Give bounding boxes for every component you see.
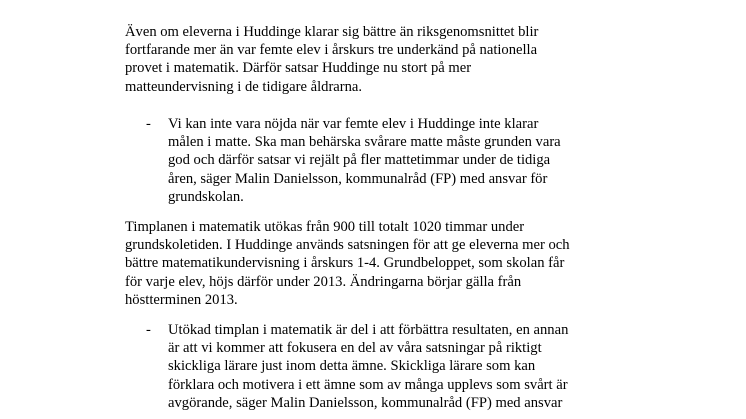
text-line: höstterminen 2013. bbox=[125, 291, 238, 308]
quote-danielsson-2 bbox=[168, 321, 608, 412]
text-line: åren, säger Malin Danielsson, kommunalråd (FP) med ansvar för bbox=[168, 170, 548, 187]
text-line: förklara och motivera i ett ämne som av många upplevs som svårt är bbox=[168, 376, 568, 393]
text-line: grundskolan. bbox=[168, 188, 244, 205]
text-line: Utökad timplan i matematik är del i att förbättra resultaten, en annan bbox=[168, 322, 569, 338]
bullet-dash: - bbox=[146, 322, 151, 338]
text-line: målen i matte. Ska man behärska svårare matte måste grunden vara bbox=[168, 134, 561, 151]
text-line: god och därför satsar vi rejält på fler mattetimmar under de tidiga bbox=[168, 152, 551, 169]
text-line: avgörande, säger Malin Danielsson, kommunalråd (FP) med ansvar bbox=[168, 394, 563, 411]
text-line: skickliga lärare just inom detta ämne. Skickliga lärare som kan bbox=[168, 358, 536, 375]
text-line: för varje elev, höjs därför under 2013. Ändringarna börjar gälla från bbox=[125, 273, 522, 290]
text-line: bättre matematikundervisning i årskurs 1-4. Grundbeloppet, som skolan får bbox=[125, 255, 565, 272]
bullet-dash: - bbox=[146, 116, 151, 132]
text-line: är att vi kommer att fokusera en del av våra satsningar på riktigt bbox=[168, 340, 542, 357]
text-line: matteundervisning i de tidigare åldrarna. bbox=[125, 78, 363, 95]
text-line: Vi kan inte vara nöjda när var femte elev i Huddinge inte klarar bbox=[168, 116, 539, 132]
text-line: Även om eleverna i Huddinge klarar sig bättre än riksgenomsnittet blir bbox=[125, 24, 539, 40]
paragraph-intro bbox=[125, 23, 595, 96]
text-line: provet i matematik. Därför satsar Huddinge nu stort på mer bbox=[125, 60, 472, 77]
quote-danielsson-1 bbox=[168, 115, 608, 206]
text-line: fortfarande mer än var femte elev i årskurs tre underkänd på nationella bbox=[125, 42, 538, 59]
text-line: grundskoletiden. I Huddinge används satsningen för att ge eleverna mer och bbox=[125, 237, 570, 254]
paragraph-timplan bbox=[125, 218, 595, 309]
text-line: Timplanen i matematik utökas från 900 till totalt 1020 timmar under bbox=[125, 219, 525, 235]
